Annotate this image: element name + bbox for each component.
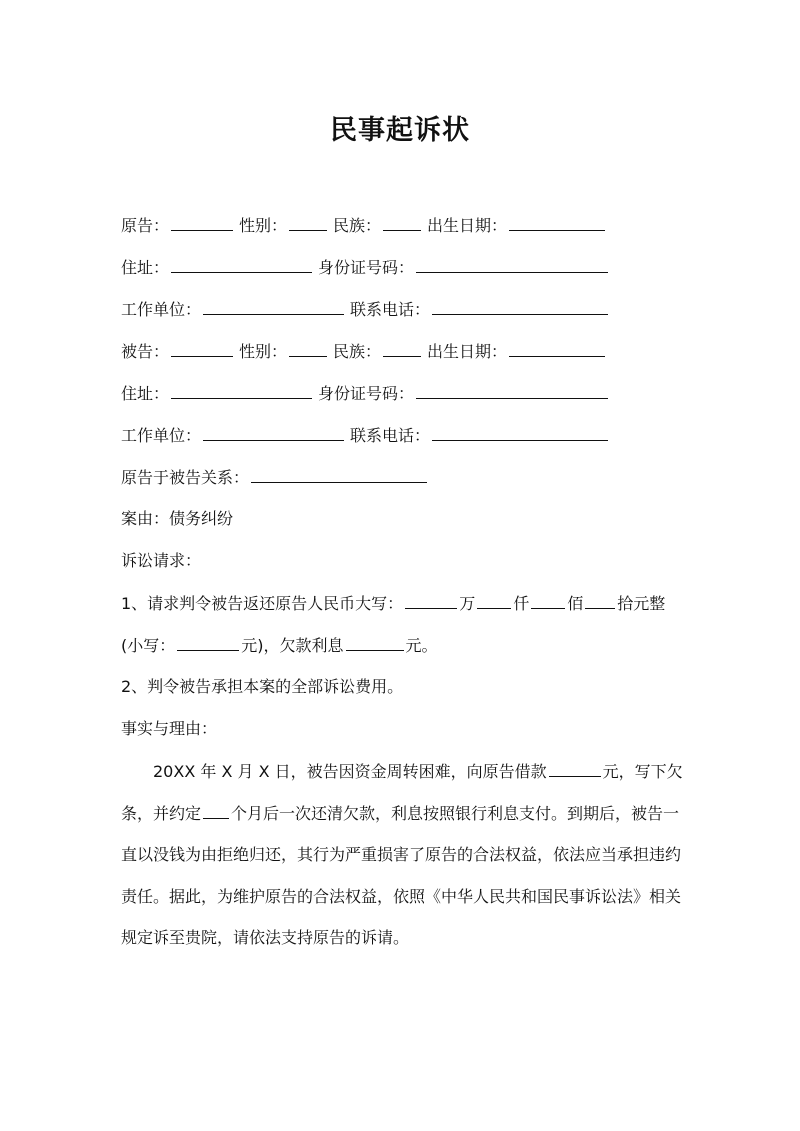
facts-line (121, 751, 681, 793)
facts-line (121, 793, 681, 835)
facts-line: 责任。据此，为维护原告的合法权益，依照《中华人民共和国民事诉讼法》相关 (121, 886, 682, 906)
loan-amount-blank[interactable] (549, 759, 601, 777)
id-number-label: 身份证号码： (318, 384, 415, 403)
facts-text: 个月后一次还清欠款，利息按照银行利息支付。到期后，被告一 (231, 803, 680, 823)
address-blank[interactable] (171, 381, 312, 399)
relation-label: 原告于被告关系： (121, 468, 250, 487)
claim-1-row (121, 591, 665, 615)
plaintiff-address-row (121, 255, 610, 279)
defendant-employer-row (121, 423, 610, 447)
id-number-blank[interactable] (416, 255, 608, 273)
amount-shi-blank[interactable] (585, 591, 615, 609)
claims-heading: 诉讼请求： (121, 551, 202, 570)
defendant-basic-row (121, 339, 607, 363)
phone-label: 联系电话： (350, 300, 431, 319)
facts-line: 规定诉至贵院，请依法支持原告的诉请。 (121, 928, 410, 948)
months-blank[interactable] (203, 801, 229, 819)
small-open-label: (小写： (121, 636, 176, 655)
birth-date-blank[interactable] (509, 339, 605, 357)
defendant-address-row (121, 381, 610, 405)
wan-label: 万 (459, 594, 476, 613)
claim-1-small-row (121, 633, 438, 657)
ethnicity-label: 民族： (333, 216, 382, 235)
amount-wan-blank[interactable] (405, 591, 457, 609)
address-label: 住址： (121, 384, 170, 403)
id-number-label: 身份证号码： (318, 258, 415, 277)
ethnicity-blank[interactable] (383, 339, 421, 357)
id-number-blank[interactable] (416, 381, 608, 399)
bai-label: 佰 (567, 594, 584, 613)
claim-2-row: 2、判令被告承担本案的全部诉讼费用。 (121, 677, 404, 696)
gender-label: 性别： (239, 216, 288, 235)
facts-text: 条，并约定 (121, 803, 202, 823)
amount-small-blank[interactable] (177, 633, 239, 651)
document-title: 民事起诉状 (330, 115, 470, 146)
small-close-label: 元)，欠款利息 (241, 636, 344, 655)
facts-text: 20XX 年 X 月 X 日，被告因资金周转困难，向原告借款 (153, 762, 547, 781)
shi-label: 拾元整 (617, 594, 666, 613)
cause-row: 案由：债务纠纷 (121, 509, 234, 528)
ethnicity-label: 民族： (333, 342, 382, 361)
employer-label: 工作单位： (121, 300, 202, 319)
qian-label: 仟 (513, 594, 530, 613)
facts-paragraph (121, 751, 681, 959)
birth-date-blank[interactable] (509, 213, 605, 231)
plaintiff-basic-row (121, 213, 607, 237)
relation-row (121, 465, 429, 489)
defendant-label: 被告： (121, 342, 170, 361)
ethnicity-blank[interactable] (383, 213, 421, 231)
defendant-name-blank[interactable] (171, 339, 233, 357)
phone-blank[interactable] (432, 423, 608, 441)
amount-bai-blank[interactable] (531, 591, 565, 609)
address-blank[interactable] (171, 255, 312, 273)
interest-blank[interactable] (346, 633, 404, 651)
yuan-label: 元。 (405, 636, 438, 655)
relation-blank[interactable] (251, 465, 427, 483)
gender-blank[interactable] (289, 213, 327, 231)
phone-label: 联系电话： (350, 426, 431, 445)
plaintiff-name-blank[interactable] (171, 213, 233, 231)
gender-label: 性别： (239, 342, 288, 361)
plaintiff-employer-row (121, 297, 610, 321)
claim-1-text: 1、请求判令被告返还原告人民币大写： (121, 594, 404, 613)
facts-line: 直以没钱为由拒绝归还，其行为严重损害了原告的合法权益，依法应当承担违约 (121, 845, 682, 865)
facts-heading: 事实与理由： (121, 719, 218, 738)
employer-blank[interactable] (203, 297, 344, 315)
plaintiff-label: 原告： (121, 216, 170, 235)
employer-label: 工作单位： (121, 426, 202, 445)
employer-blank[interactable] (203, 423, 344, 441)
address-label: 住址： (121, 258, 170, 277)
birth-date-label: 出生日期： (427, 342, 508, 361)
birth-date-label: 出生日期： (427, 216, 508, 235)
facts-text: 元，写下欠 (602, 762, 683, 781)
gender-blank[interactable] (289, 339, 327, 357)
amount-qian-blank[interactable] (477, 591, 511, 609)
phone-blank[interactable] (432, 297, 608, 315)
